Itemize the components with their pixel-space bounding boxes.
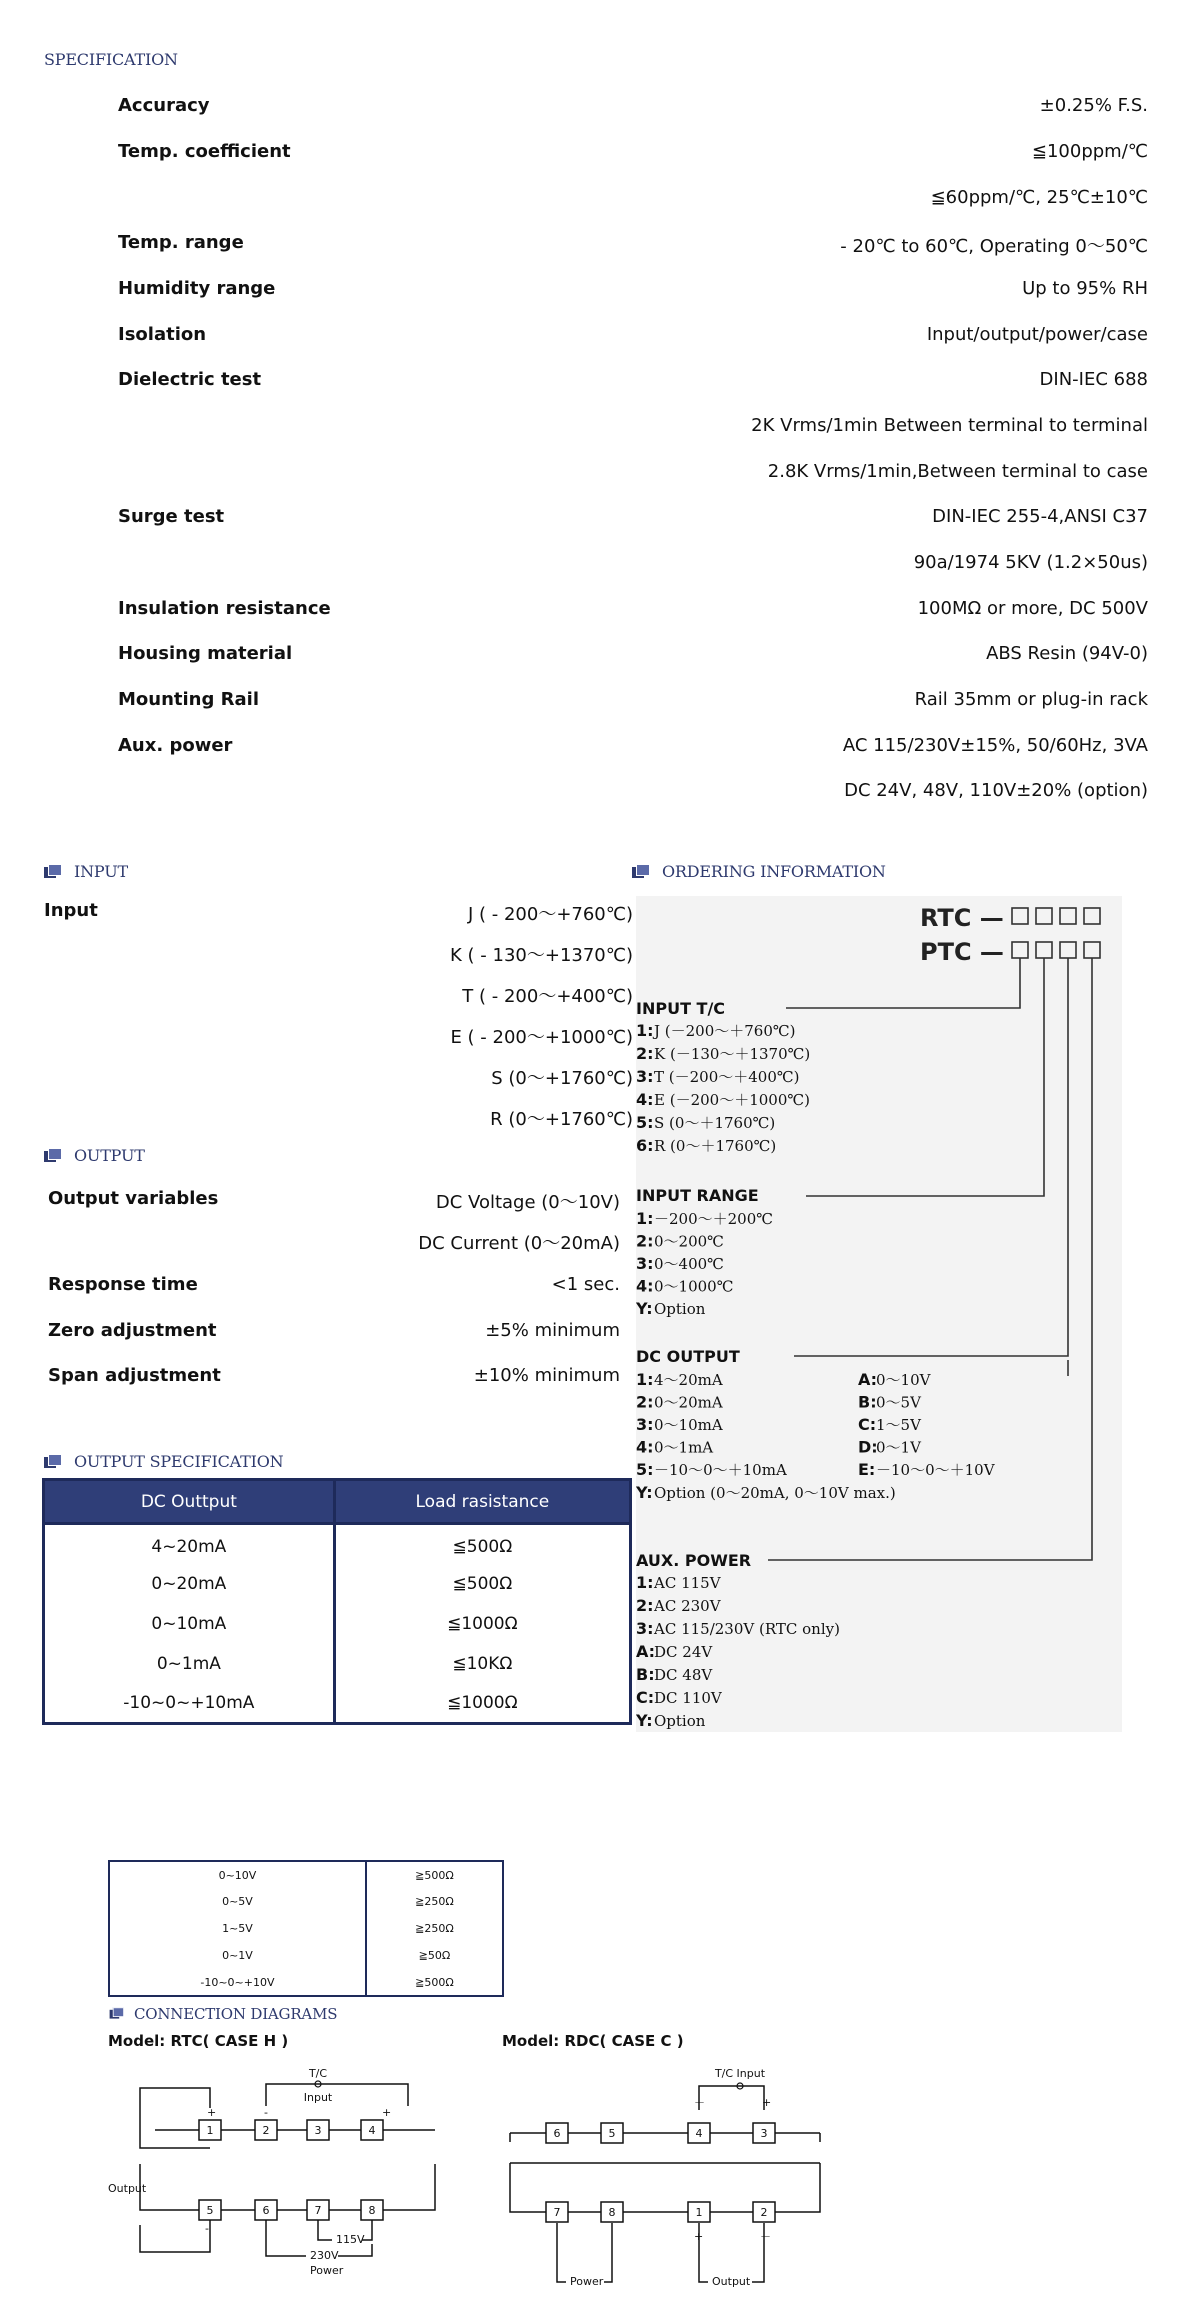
model-rtc-label: Model: RTC( CASE H )	[108, 2032, 289, 2050]
plus-sign: +	[207, 2106, 217, 2119]
option-text: AC 115V	[654, 1574, 721, 1592]
option-text: AC 115/230V (RTC only)	[654, 1620, 840, 1638]
minus-sign: -	[264, 2106, 268, 2119]
section-icon	[44, 864, 60, 878]
terminal	[546, 2123, 568, 2143]
terminal	[753, 2123, 775, 2143]
spec-value: AC 115/230V±15%, 50/60Hz, 3VA	[842, 735, 1148, 756]
spec-row	[118, 232, 1148, 262]
ordering-diagram	[636, 896, 1126, 1736]
rdc-tc-input-label: T/C Input	[714, 2067, 766, 2080]
option-code: D:	[858, 1437, 878, 1457]
spec-value: 90a/1974 5KV (1.2×50us)	[913, 552, 1148, 573]
input-range-value: T ( - 200～+400℃)	[462, 986, 633, 1007]
terminal	[546, 2202, 568, 2222]
spec-label: Dielectric test	[118, 369, 262, 390]
output-value: ±10% minimum	[473, 1365, 620, 1386]
option-code: C:	[636, 1688, 655, 1707]
output-label: Output variables	[48, 1188, 219, 1209]
input-range-value: E ( - 200～+1000℃)	[450, 1027, 633, 1048]
aux-power-heading: AUX. POWER	[636, 1551, 752, 1570]
option-text: AC 230V	[654, 1597, 721, 1615]
option-text: T (－200～＋400℃)	[654, 1068, 800, 1086]
connection-section-title	[108, 2005, 337, 2023]
terminal	[307, 2120, 329, 2140]
terminal-number: 4	[368, 2124, 376, 2137]
option-code: A:	[858, 1370, 878, 1389]
terminal-number: 5	[608, 2127, 616, 2140]
terminal	[688, 2123, 710, 2143]
spec-row	[118, 415, 1148, 445]
terminal-number: 8	[368, 2204, 376, 2217]
output-title-text: OUTPUT	[74, 1146, 145, 1165]
option-text: E (－200～＋1000℃)	[654, 1091, 811, 1109]
option-text: 0～400℃	[654, 1255, 724, 1273]
output-label: Span adjustment	[48, 1365, 221, 1386]
dc-output-cell: -10~0~+10mA	[44, 1684, 335, 1724]
option-code: 1:	[636, 1573, 654, 1592]
option-text: 1～5V	[876, 1416, 921, 1434]
spec-label: Surge test	[118, 506, 225, 527]
output-value: DC Current (0～20mA)	[418, 1233, 620, 1254]
input-range-heading: INPUT RANGE	[636, 1186, 759, 1205]
spec-row	[118, 95, 1148, 125]
option-code: 2:	[636, 1596, 654, 1615]
option-code: 4:	[636, 1437, 654, 1457]
option-code: 1:	[636, 1370, 654, 1389]
terminal	[307, 2200, 329, 2220]
rtc-input-label: Input	[303, 2091, 333, 2104]
spec-value: Up to 95% RH	[1022, 278, 1148, 299]
option-text: R (0～＋1760℃)	[654, 1137, 777, 1155]
model-code-rtc: RTC —	[920, 904, 1004, 932]
spec-label: Isolation	[118, 324, 207, 345]
option-text: 0～1V	[876, 1438, 921, 1457]
option-code: 1:	[636, 1021, 654, 1040]
option-text: Option (0～20mA, 0～10V max.)	[654, 1484, 896, 1502]
model-code-ptc: PTC —	[920, 938, 1004, 966]
spec-label: Accuracy	[118, 95, 210, 116]
terminal-number: 6	[262, 2204, 270, 2217]
terminal	[255, 2120, 277, 2140]
load-resistance-cell: ≧50Ω	[366, 1942, 503, 1969]
input-range-value: J ( - 200～+760℃)	[467, 904, 633, 925]
voltage-output-cell: 0~10V	[109, 1861, 366, 1888]
rtc-output-label: Output	[108, 2182, 147, 2195]
section-icon	[44, 1148, 60, 1162]
rtc-230v-label: 230V	[310, 2249, 339, 2262]
load-resistance-cell: ≧250Ω	[366, 1888, 503, 1915]
spec-row	[118, 689, 1148, 719]
spec-label: Housing material	[118, 643, 293, 664]
table-row	[44, 1524, 631, 1564]
spec-value: ≦60ppm/℃, 25℃±10℃	[930, 187, 1148, 208]
section-icon	[632, 864, 648, 878]
output-row	[48, 1365, 620, 1395]
load-resistance-cell: ≦10KΩ	[334, 1644, 630, 1684]
table-row	[44, 1604, 631, 1644]
spec-row	[118, 552, 1148, 582]
terminal-number: 3	[760, 2127, 768, 2140]
spec-row	[118, 735, 1148, 765]
rdc-power-label: Power	[570, 2275, 604, 2288]
option-code: 5:	[636, 1460, 654, 1479]
section-icon	[44, 1454, 60, 1468]
terminal-number: 3	[314, 2124, 322, 2137]
spec-row	[118, 187, 1148, 217]
voltage-output-cell: -10~0~+10V	[109, 1969, 366, 1996]
output-value: <1 sec.	[551, 1274, 620, 1295]
rtc-115v-label: 115V	[336, 2233, 365, 2246]
dc-output-cell: 0~10mA	[44, 1604, 335, 1644]
option-text: －200～＋200℃	[654, 1210, 774, 1228]
load-resistance-cell: ≧250Ω	[366, 1915, 503, 1942]
terminal	[361, 2120, 383, 2140]
spec-value: Input/output/power/case	[926, 324, 1148, 345]
load-resistance-cell: ≦1000Ω	[334, 1604, 630, 1644]
output-row	[48, 1320, 620, 1350]
dc-output-cell: 4~20mA	[44, 1524, 335, 1564]
option-text: 0～1000℃	[654, 1277, 734, 1296]
output-spec-table	[42, 1478, 632, 1725]
plus-sign: +	[382, 2106, 392, 2119]
terminal	[753, 2202, 775, 2222]
table-row	[109, 1888, 503, 1915]
option-code: 3:	[636, 1415, 654, 1434]
dc-output-cell: 0~20mA	[44, 1564, 335, 1604]
terminal	[688, 2202, 710, 2222]
table-row	[44, 1684, 631, 1724]
option-code: 3:	[636, 1067, 654, 1086]
terminal-number: 6	[553, 2127, 561, 2140]
option-code: B:	[636, 1665, 655, 1684]
spec-label: Mounting Rail	[118, 689, 259, 710]
terminal-number: 1	[206, 2124, 214, 2137]
option-code: 5:	[636, 1113, 654, 1132]
minus-sign: －	[760, 2230, 771, 2243]
option-text: 0～20mA	[654, 1393, 723, 1412]
terminal	[199, 2120, 221, 2140]
terminal-number: 2	[262, 2124, 270, 2137]
input-label: Input	[44, 900, 98, 921]
output-row	[48, 1188, 620, 1218]
option-code: B:	[858, 1392, 877, 1412]
option-text: K (－130～＋1370℃)	[654, 1045, 811, 1063]
option-code: Y:	[636, 1483, 653, 1502]
option-code: 1:	[636, 1209, 654, 1228]
table-row	[109, 1915, 503, 1942]
option-text: 0～10V	[876, 1371, 931, 1389]
rdc-wiring-diagram	[500, 2060, 860, 2305]
terminal-number: 8	[608, 2206, 616, 2219]
spec-value: 2.8K Vrms/1min,Between terminal to case	[767, 461, 1148, 482]
table-row	[109, 1969, 503, 1996]
model-rdc-label: Model: RDC( CASE C )	[502, 2032, 684, 2050]
voltage-output-table	[108, 1860, 504, 1997]
spec-row	[118, 141, 1148, 171]
terminal	[361, 2200, 383, 2220]
input-range-value: R (0～+1760℃)	[490, 1109, 633, 1130]
spec-row	[118, 324, 1148, 354]
table-row	[109, 1942, 503, 1969]
terminal	[199, 2200, 221, 2220]
terminal	[601, 2202, 623, 2222]
input-range-value: K ( - 130～+1370℃)	[450, 945, 633, 966]
terminal	[601, 2123, 623, 2143]
terminal-number: 1	[695, 2206, 703, 2219]
output-section-title	[44, 1146, 145, 1165]
input-range-value: S (0～+1760℃)	[491, 1068, 633, 1089]
option-code: 3:	[636, 1254, 654, 1273]
dc-output-cell: 0~1mA	[44, 1644, 335, 1684]
option-text: －10～0～＋10mA	[654, 1461, 787, 1479]
spec-value: 2K Vrms/1min Between terminal to terminal	[751, 415, 1148, 436]
option-code: Y:	[636, 1299, 653, 1318]
ordering-section-title	[632, 862, 886, 881]
spec-value: 100MΩ or more, DC 500V	[917, 598, 1148, 619]
section-icon	[110, 2007, 123, 2018]
terminal-number: 5	[206, 2204, 214, 2217]
option-text: －10～0～＋10V	[876, 1461, 995, 1479]
output-row	[48, 1274, 620, 1304]
option-text: Option	[654, 1712, 706, 1730]
option-text: 0～1mA	[654, 1438, 714, 1457]
spec-value: DIN-IEC 688	[1039, 369, 1148, 390]
option-code: 2:	[636, 1231, 654, 1251]
spec-row	[118, 780, 1148, 810]
spec-row	[118, 598, 1148, 628]
dc-output-heading: DC OUTPUT	[636, 1347, 740, 1366]
spec-label: Temp. coefficient	[118, 141, 291, 162]
connection-title-text: CONNECTION DIAGRAMS	[134, 2005, 338, 2023]
ordering-text	[636, 999, 996, 1730]
minus-sign: -	[205, 2222, 209, 2235]
option-code: C:	[858, 1415, 877, 1434]
column-header-dc-output: DC Outtput	[44, 1480, 335, 1524]
output-spec-section-title	[44, 1452, 283, 1471]
load-resistance-cell: ≦500Ω	[334, 1524, 630, 1564]
option-text: DC 48V	[654, 1666, 713, 1684]
terminal-number: 4	[695, 2127, 703, 2140]
terminal-number: 7	[553, 2206, 561, 2219]
option-code: 6:	[636, 1136, 654, 1155]
output-value: DC Voltage (0～10V)	[435, 1192, 620, 1213]
option-code: E:	[858, 1460, 876, 1479]
spec-value: Rail 35mm or plug-in rack	[914, 689, 1148, 710]
load-resistance-cell: ≧500Ω	[366, 1861, 503, 1888]
spec-row	[118, 278, 1148, 308]
option-code: 2:	[636, 1392, 654, 1412]
spec-row	[118, 643, 1148, 673]
spec-label: Humidity range	[118, 278, 276, 299]
option-text: DC 110V	[654, 1689, 722, 1707]
option-text: J (－200～＋760℃)	[654, 1022, 796, 1040]
output-label: Response time	[48, 1274, 198, 1295]
option-code: 3:	[636, 1619, 654, 1638]
option-text: 0～5V	[876, 1393, 921, 1412]
terminal-number: 7	[314, 2204, 322, 2217]
spec-value: ≦100ppm/℃	[1031, 141, 1148, 162]
spec-value: ±0.25% F.S.	[1039, 95, 1148, 116]
code-boxes	[1012, 908, 1100, 958]
minus-sign: －	[694, 2096, 705, 2109]
spec-row	[118, 506, 1148, 536]
terminal	[255, 2200, 277, 2220]
rtc-tc-label: T/C	[308, 2067, 328, 2080]
option-text: 4～20mA	[654, 1371, 723, 1389]
option-code: A:	[636, 1642, 656, 1661]
ordering-title-text: ORDERING INFORMATION	[662, 862, 886, 881]
voltage-output-cell: 0~5V	[109, 1888, 366, 1915]
option-text: 0～10mA	[654, 1416, 723, 1434]
spec-value: - 20℃ to 60℃, Operating 0～50℃	[840, 236, 1148, 257]
option-code: Y:	[636, 1711, 653, 1730]
spec-label: Aux. power	[118, 735, 233, 756]
input-title-text: INPUT	[74, 862, 128, 881]
output-label: Zero adjustment	[48, 1320, 217, 1341]
column-header-load-resistance: Load rasistance	[334, 1480, 630, 1524]
terminal-number: 2	[760, 2206, 768, 2219]
option-text: S (0～＋1760℃)	[654, 1114, 776, 1132]
spec-label: Insulation resistance	[118, 598, 331, 619]
option-text: DC 24V	[654, 1643, 713, 1661]
plus-sign: +	[762, 2096, 772, 2109]
output-row	[48, 1229, 620, 1259]
voltage-output-cell: 0~1V	[109, 1942, 366, 1969]
option-code: 2:	[636, 1044, 654, 1063]
voltage-output-cell: 1~5V	[109, 1915, 366, 1942]
spec-label: Temp. range	[118, 232, 244, 253]
plus-sign: +	[694, 2230, 704, 2243]
table-row	[44, 1564, 631, 1604]
table-row	[44, 1644, 631, 1684]
option-code: 4:	[636, 1276, 654, 1296]
spec-value: DIN-IEC 255-4,ANSI C37	[932, 506, 1148, 527]
load-resistance-cell: ≧500Ω	[366, 1969, 503, 1996]
load-resistance-cell: ≦500Ω	[334, 1564, 630, 1604]
output-spec-title-text: OUTPUT SPECIFICATION	[74, 1452, 284, 1471]
rtc-power-label: Power	[310, 2264, 344, 2277]
option-text: 0～200℃	[654, 1232, 724, 1251]
input-tc-heading: INPUT T/C	[636, 999, 726, 1018]
spec-row	[118, 369, 1148, 399]
spec-row	[118, 461, 1148, 491]
rdc-output-label: Output	[712, 2275, 751, 2288]
rtc-wiring-diagram	[100, 2060, 460, 2305]
output-value: ±5% minimum	[485, 1320, 620, 1341]
input-section-title	[44, 862, 128, 881]
specification-title: SPECIFICATION	[44, 50, 178, 69]
spec-value: DC 24V, 48V, 110V±20% (option)	[844, 780, 1148, 801]
option-code: 4:	[636, 1090, 654, 1109]
table-row	[109, 1861, 503, 1888]
option-text: Option	[654, 1300, 706, 1318]
spec-value: ABS Resin (94V-0)	[986, 643, 1148, 664]
load-resistance-cell: ≦1000Ω	[334, 1684, 630, 1724]
